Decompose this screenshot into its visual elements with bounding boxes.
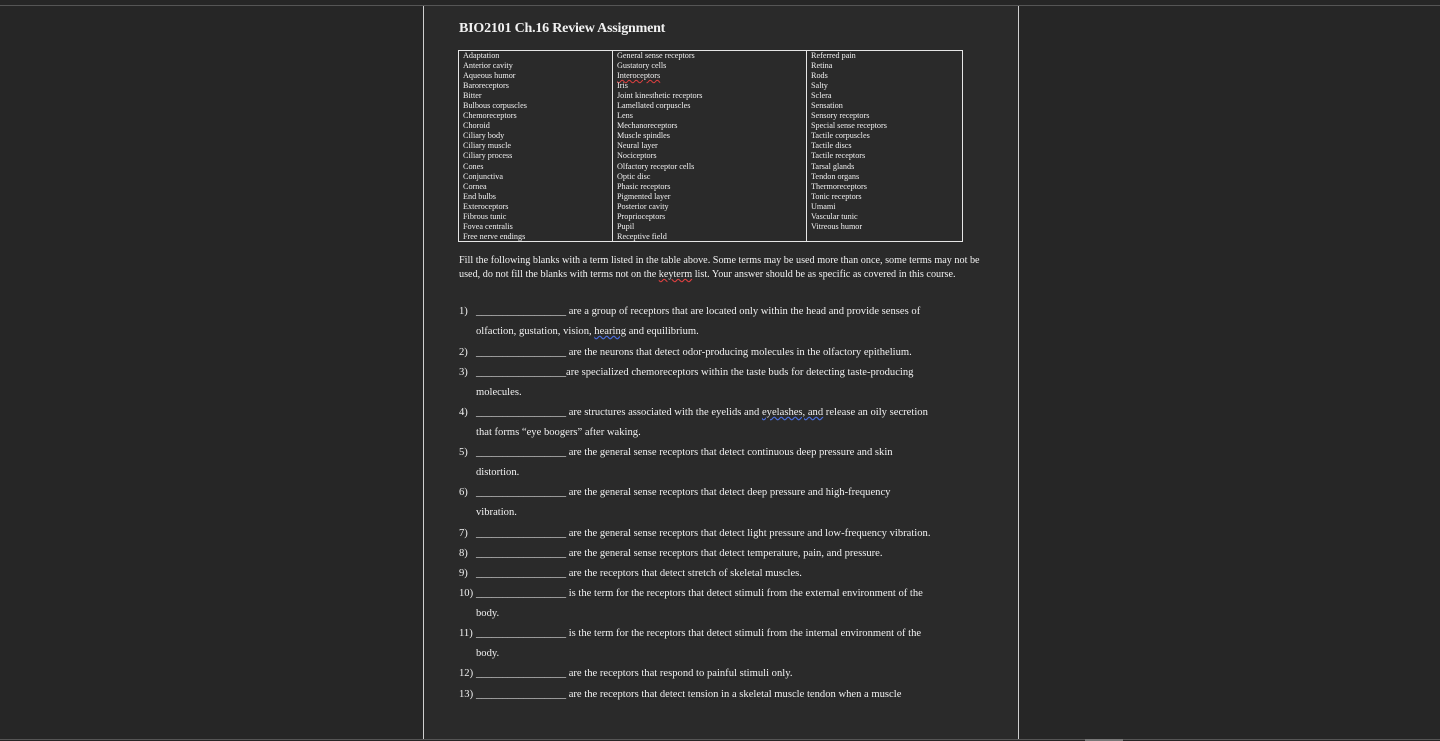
- question-text: are the general sense receptors that detect temperature, pain, and pressure.: [566, 548, 883, 559]
- question-text: are specialized chemoreceptors within the taste buds for detecting taste-producing: [566, 367, 914, 378]
- keyterm-entry: Chemoreceptors: [463, 111, 517, 121]
- keyterm-entry: Vascular tunic: [811, 211, 858, 221]
- question-8: [459, 544, 999, 564]
- question-number: 5): [459, 447, 468, 458]
- keyterm-entry: Cones: [463, 161, 484, 171]
- keyterm-entry: Bitter: [463, 91, 482, 101]
- question-text-cont: body.: [476, 648, 500, 659]
- answer-blank[interactable]: _________________: [476, 528, 567, 539]
- keyterm-entry: Muscle spindles: [617, 131, 670, 141]
- question-text-cont: and equilibrium.: [626, 326, 699, 337]
- keyterm-entry: Special sense receptors: [811, 121, 887, 131]
- answer-blank[interactable]: _________________: [476, 347, 567, 358]
- question-text: are the general sense receptors that detect continuous deep pressure and skin: [566, 447, 893, 458]
- keyterm-entry: Anterior cavity: [463, 61, 513, 71]
- keyterm-entry: Salty: [811, 81, 828, 91]
- keyterm-column-3: [807, 51, 951, 241]
- keyterm-column-1: [459, 51, 613, 241]
- question-text: are the general sense receptors that detect light pressure and low-frequency vibration.: [566, 528, 931, 539]
- question-text-cont: that forms “eye boogers” after waking.: [476, 427, 641, 438]
- question-2: [459, 343, 999, 363]
- question-text-cont: molecules.: [476, 387, 522, 398]
- question-3: [459, 363, 999, 403]
- keyterm-entry: Pupil: [617, 221, 635, 231]
- question-4: [459, 403, 999, 443]
- keyterm-entry: Nociceptors: [617, 151, 657, 161]
- keyterm-entry: Tactile corpuscles: [811, 131, 870, 141]
- answer-blank[interactable]: _________________: [476, 367, 567, 378]
- question-10: [459, 584, 999, 624]
- question-number: 3): [459, 367, 468, 378]
- keyterm-entry: Phasic receptors: [617, 181, 671, 191]
- answer-blank[interactable]: _________________: [476, 447, 567, 458]
- question-11: [459, 624, 999, 664]
- question-number: 13): [459, 689, 474, 700]
- keyterm-entry: Sclera: [811, 91, 832, 101]
- question-text: is the term for the receptors that detect stimuli from the external environment of the: [566, 588, 923, 599]
- question-12: [459, 664, 999, 684]
- question-number: 9): [459, 568, 468, 579]
- keyterm-entry: Rods: [811, 71, 828, 81]
- question-text: are a group of receptors that are located only within the head and provide senses of: [566, 306, 921, 317]
- question-1: [459, 302, 999, 342]
- question-number: 2): [459, 347, 468, 358]
- keyterm-entry: General sense receptors: [617, 51, 695, 60]
- answer-blank[interactable]: _________________: [476, 487, 567, 498]
- question-6: [459, 483, 999, 523]
- page-title: BIO2101 Ch.16 Review Assignment: [459, 21, 666, 36]
- answer-blank[interactable]: _________________: [476, 568, 567, 579]
- keyterm-entry: Ciliary process: [463, 151, 513, 161]
- question-number: 12): [459, 668, 474, 679]
- keyterm-entry: Fovea centralis: [463, 221, 513, 231]
- keyterm-entry: Bulbous corpuscles: [463, 101, 527, 111]
- question-text: are the neurons that detect odor-producing molecules in the olfactory epithelium.: [566, 347, 912, 358]
- keyterm-entry: Referred pain: [811, 51, 856, 60]
- question-text-cont: olfaction, gustation, vision,: [476, 326, 595, 337]
- keyterm-entry: Fibrous tunic: [463, 211, 507, 221]
- keyterm-entry: Olfactory receptor cells: [617, 161, 695, 171]
- keyterm-entry: Ciliary body: [463, 131, 505, 141]
- window-bottom-border: [0, 739, 1440, 740]
- keyterm-entry: Tarsal glands: [811, 161, 855, 171]
- keyterm-entry: Umami: [811, 201, 836, 211]
- keyterm-entry: Pigmented layer: [617, 191, 671, 201]
- question-text: release an oily secretion: [823, 407, 928, 418]
- instructions-paragraph: [459, 254, 984, 282]
- keyterm-entry: Baroreceptors: [463, 81, 509, 91]
- keyterm-entry: Tactile receptors: [811, 151, 866, 161]
- answer-blank[interactable]: _________________: [476, 628, 567, 639]
- answer-blank[interactable]: _________________: [476, 548, 567, 559]
- question-text: is the term for the receptors that detect stimuli from the internal environment of the: [566, 628, 922, 639]
- answer-blank[interactable]: _________________: [476, 668, 567, 679]
- question-number: 8): [459, 548, 468, 559]
- keyterm-table: [458, 50, 963, 242]
- keyterm-entry: Interoceptors: [617, 71, 661, 81]
- keyterm-entry: Neural layer: [617, 141, 658, 151]
- keyterm-entry: Thermoreceptors: [811, 181, 867, 191]
- question-text-cont: body.: [476, 608, 500, 619]
- question-text-cont: vibration.: [476, 507, 517, 518]
- question-13: [459, 685, 999, 705]
- question-number: 11): [459, 628, 473, 639]
- keyterm-entry: Cornea: [463, 181, 487, 191]
- keyterm-column-2: [613, 51, 807, 241]
- question-number: 7): [459, 528, 468, 539]
- answer-blank[interactable]: _________________: [476, 689, 567, 700]
- keyterm-entry: Retina: [811, 61, 833, 71]
- question-text: are structures associated with the eyelids and: [566, 407, 762, 418]
- keyterm-entry: Posterior cavity: [617, 201, 669, 211]
- keyterm-entry: Free nerve endings: [463, 231, 526, 241]
- keyterm-entry: Ciliary muscle: [463, 141, 511, 151]
- keyterm-entry: Tactile discs: [811, 141, 852, 151]
- question-7: [459, 524, 999, 544]
- keyterm-word: keyterm: [658, 268, 693, 280]
- keyterm-entry: Lens: [617, 111, 633, 121]
- keyterm-entry: Mechanoreceptors: [617, 121, 678, 131]
- keyterm-entry: Optic disc: [617, 171, 651, 181]
- keyterm-entry: Tonic receptors: [811, 191, 862, 201]
- question-text: are the receptors that detect stretch of skeletal muscles.: [566, 568, 802, 579]
- keyterm-entry: Vitreous humor: [811, 221, 863, 231]
- keyterm-entry: Conjunctiva: [463, 171, 504, 181]
- keyterm-entry: Iris: [617, 81, 628, 91]
- question-text: are the general sense receptors that detect deep pressure and high-frequency: [566, 487, 891, 498]
- keyterm-entry: Aqueous humor: [463, 71, 516, 81]
- answer-blank[interactable]: _________________: [476, 306, 567, 317]
- keyterm-entry: End bulbs: [463, 191, 496, 201]
- question-number: 1): [459, 306, 468, 317]
- keyterm-entry: Receptive field: [617, 231, 667, 241]
- keyterm-entry: Proprioceptors: [617, 211, 666, 221]
- keyterm-entry: Gustatory cells: [617, 61, 667, 71]
- instructions-text-2: list. Your answer should be as specific as covered in this course.: [692, 268, 956, 280]
- answer-blank[interactable]: _________________: [476, 407, 567, 418]
- keyterm-entry: Joint kinesthetic receptors: [617, 91, 703, 101]
- question-text: are the receptors that respond to painful stimuli only.: [566, 668, 793, 679]
- question-number: 10): [459, 588, 474, 599]
- question-number: 4): [459, 407, 468, 418]
- keyterm-entry: Lamellated corpuscles: [617, 101, 691, 111]
- question-5: [459, 443, 999, 483]
- keyterm-entry: Choroid: [463, 121, 490, 131]
- grammar-mark: eyelashes, and: [761, 407, 824, 418]
- keyterm-entry: Tendon organs: [811, 171, 860, 181]
- keyterm-entry: Sensory receptors: [811, 111, 870, 121]
- keyterm-entry: Adaptation: [463, 51, 500, 60]
- instructions-text-1: Fill the following blanks with a term listed in the table above. Some terms may be used more than once, some terms may not be used, do not fill the blanks with terms not on the: [459, 255, 980, 280]
- question-text-cont: distortion.: [476, 467, 520, 478]
- question-9: [459, 564, 999, 584]
- question-text: are the receptors that detect tension in a skeletal muscle tendon when a muscle: [566, 689, 902, 700]
- keyterm-entry: Exteroceptors: [463, 201, 509, 211]
- keyterm-entry: Sensation: [811, 101, 843, 111]
- grammar-mark: hearing: [594, 326, 627, 337]
- document-page: [423, 6, 1019, 739]
- question-number: 6): [459, 487, 468, 498]
- answer-blank[interactable]: _________________: [476, 588, 567, 599]
